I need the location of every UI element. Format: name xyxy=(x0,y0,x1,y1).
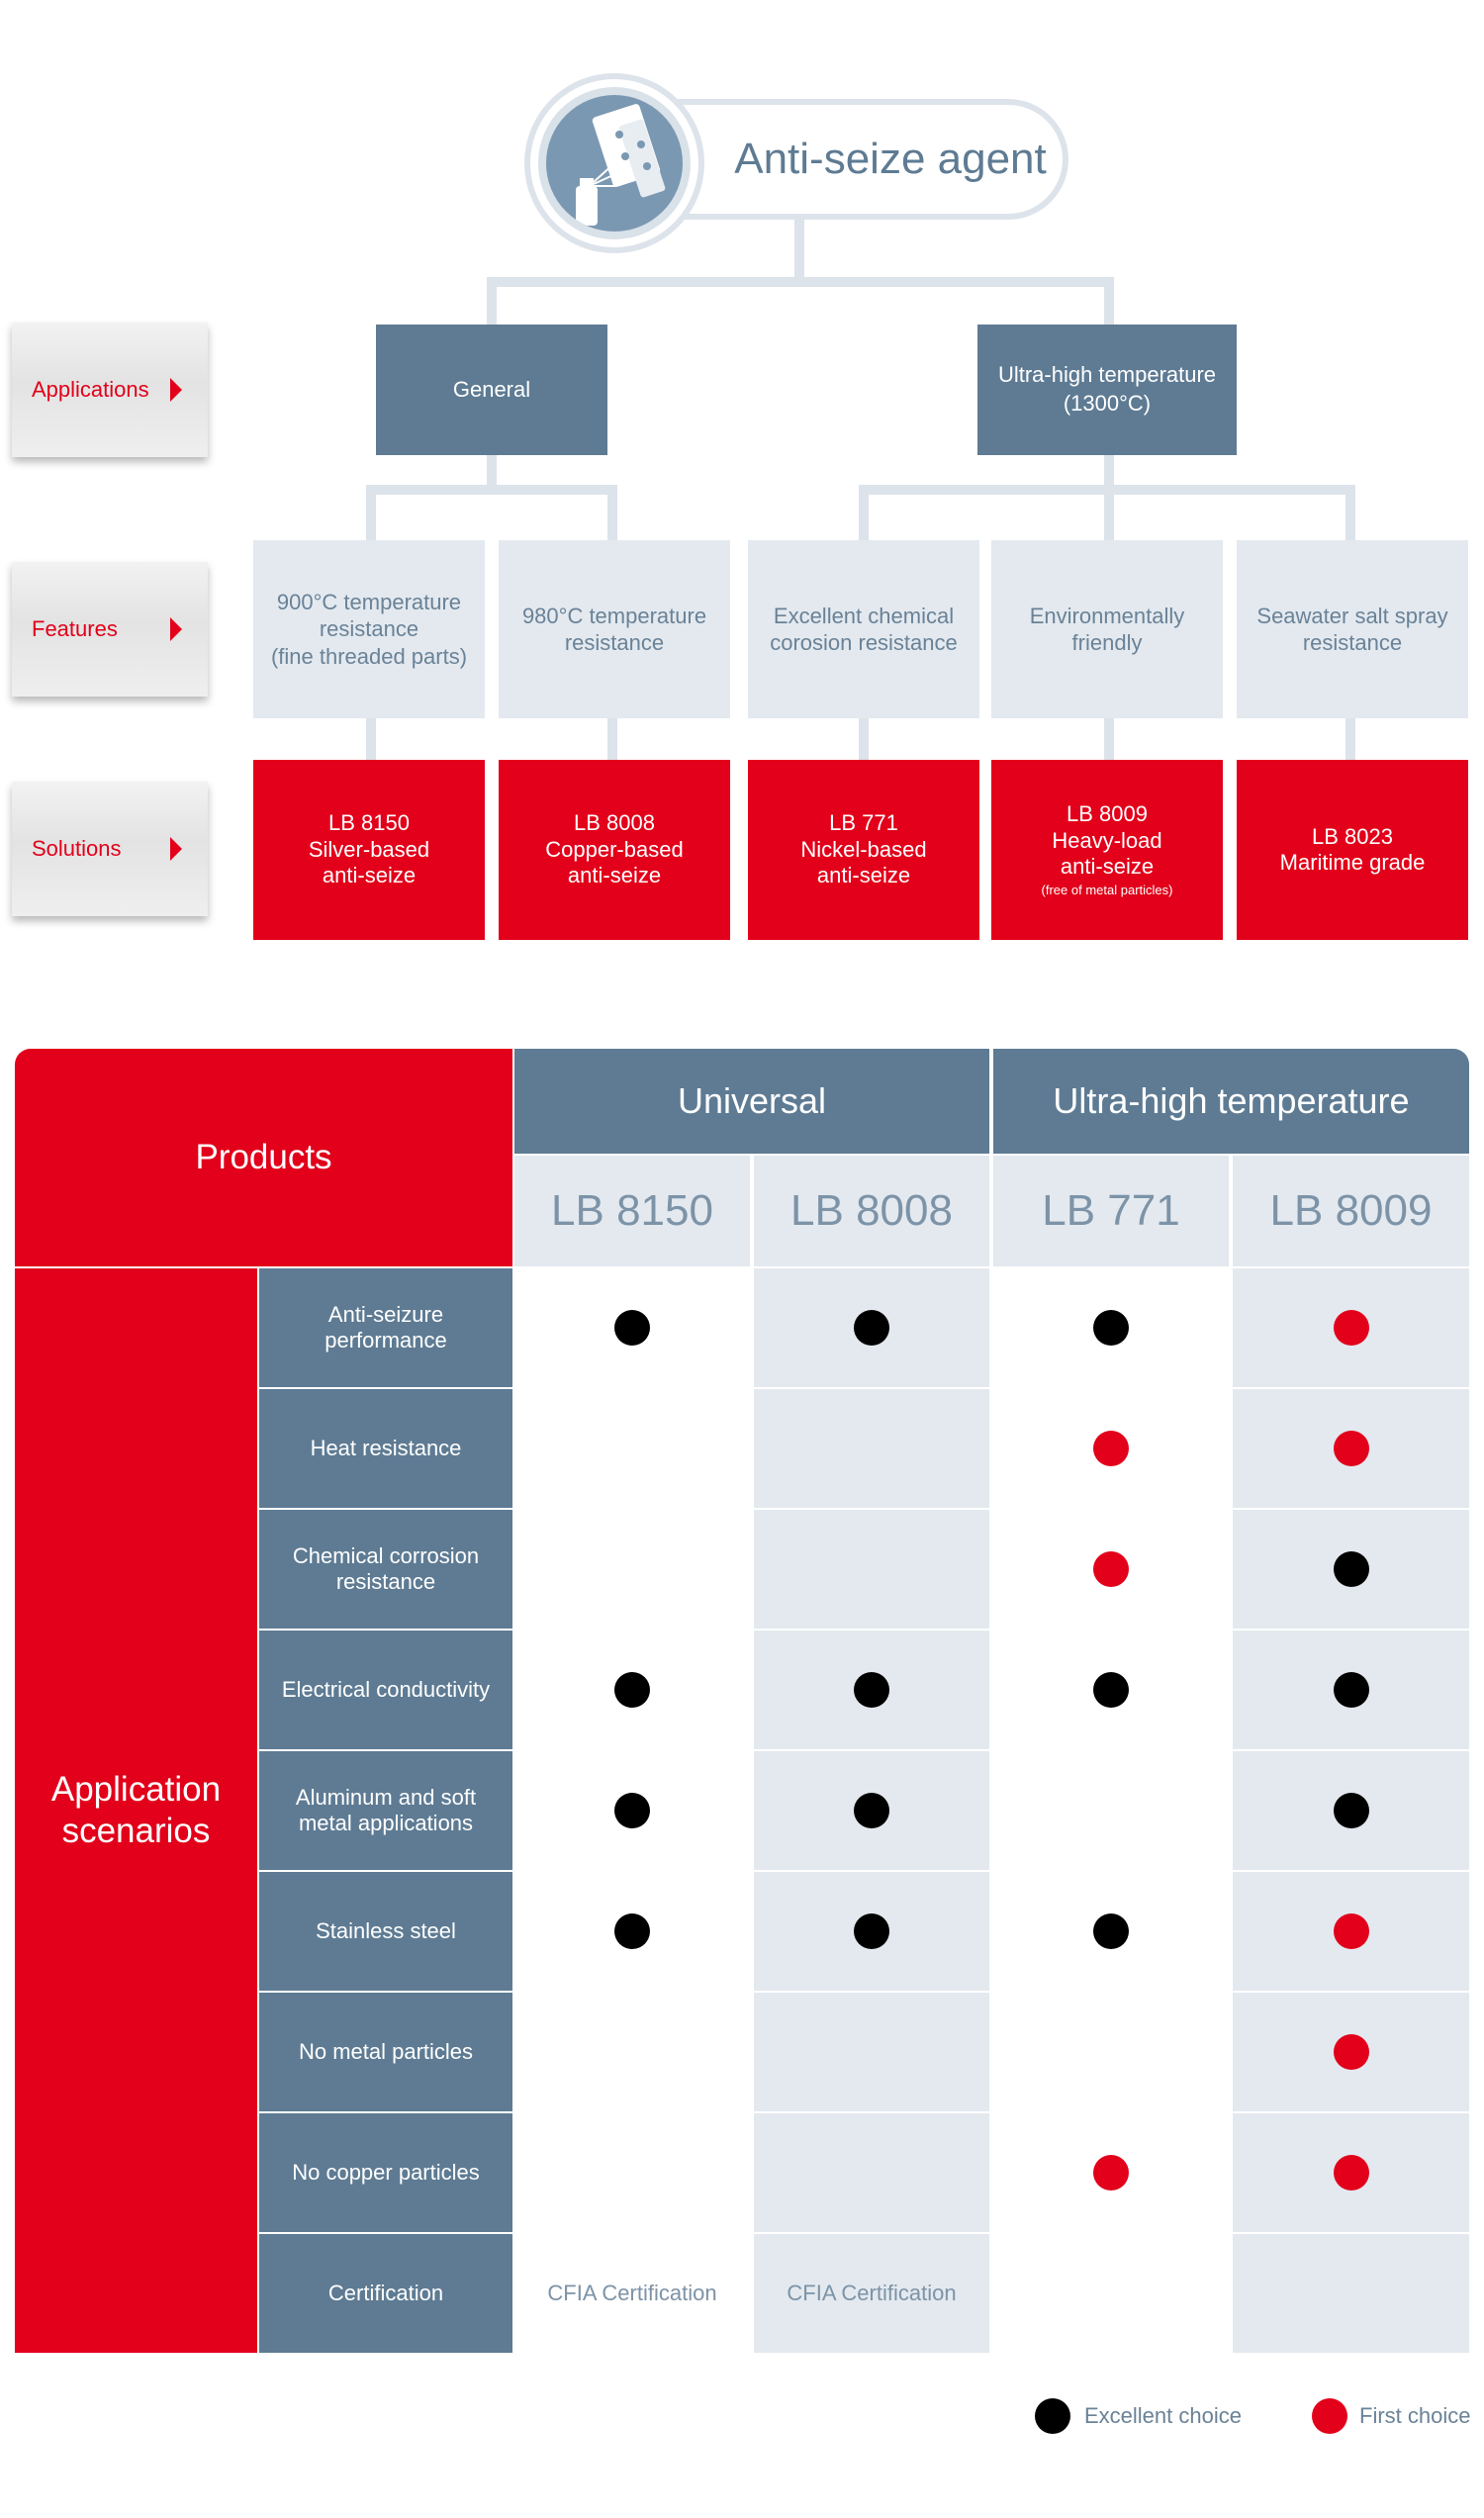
table-cell xyxy=(514,1993,750,2111)
table-cell xyxy=(1233,1751,1469,1870)
table-cell xyxy=(754,2234,989,2353)
excellent-choice-dot xyxy=(1093,1672,1129,1708)
connector xyxy=(607,718,617,760)
table-cell xyxy=(754,1268,989,1387)
solution-line: LB 771 xyxy=(829,810,898,836)
solution-line: Silver-based xyxy=(308,836,430,862)
excellent-choice-dot xyxy=(614,1793,650,1828)
excellent-choice-dot xyxy=(854,1913,889,1949)
first-choice-dot xyxy=(1334,1913,1369,1949)
connector xyxy=(859,485,869,540)
group-header-universal: Universal xyxy=(514,1049,989,1154)
first-choice-dot xyxy=(1334,1431,1369,1466)
table-cell xyxy=(1233,1389,1469,1508)
table-cell xyxy=(1233,1268,1469,1387)
products-header: Products xyxy=(15,1049,512,1266)
table-cell xyxy=(754,1631,989,1749)
table-cell xyxy=(514,1389,750,1508)
row-label: Electrical conductivity xyxy=(259,1631,512,1749)
table-cell xyxy=(514,1268,750,1387)
row-label: Aluminum and soft metal applications xyxy=(259,1751,512,1870)
solution-line: Heavy-load xyxy=(1052,827,1162,853)
excellent-choice-dot xyxy=(1093,1913,1129,1949)
product-header: LB 8008 xyxy=(754,1156,989,1266)
diagram-title: Anti-seize agent xyxy=(734,135,1047,183)
certification-text: CFIA Certification xyxy=(787,2281,957,2305)
connector xyxy=(487,277,497,326)
solution-box xyxy=(1237,760,1468,940)
excellent-choice-dot xyxy=(854,1672,889,1708)
table-cell xyxy=(754,1389,989,1508)
excellent-choice-dot xyxy=(614,1672,650,1708)
row-label: No metal particles xyxy=(259,1993,512,2111)
first-choice-dot xyxy=(1334,2034,1369,2070)
excellent-choice-dot xyxy=(854,1310,889,1346)
table-cell xyxy=(993,1872,1229,1991)
hinge-spray-icon xyxy=(546,95,683,232)
first-choice-dot xyxy=(1093,1431,1129,1466)
row-label: No copper particles xyxy=(259,2113,512,2232)
table-cell xyxy=(514,2113,750,2232)
side-label-text: Solutions xyxy=(32,836,122,861)
table-cell xyxy=(993,1631,1229,1749)
excellent-choice-dot xyxy=(1334,1793,1369,1828)
solution-line: anti-seize xyxy=(322,863,417,888)
table-cell xyxy=(1233,1872,1469,1991)
solution-line: anti-seize xyxy=(1060,853,1155,879)
table-cell xyxy=(754,1872,989,1991)
solution-line: Nickel-based xyxy=(800,836,927,862)
connector xyxy=(366,718,376,760)
table-cell xyxy=(993,1751,1229,1870)
solution-line: LB 8150 xyxy=(328,810,410,836)
arrow-right-icon xyxy=(170,837,182,861)
first-choice-dot xyxy=(1093,1551,1129,1587)
table-cell xyxy=(754,1510,989,1629)
product-header: LB 8009 xyxy=(1233,1156,1469,1266)
excellent-choice-dot xyxy=(614,1310,650,1346)
solution-box xyxy=(748,760,979,940)
solution-line: LB 8009 xyxy=(1067,801,1148,827)
table-cell xyxy=(1233,1993,1469,2111)
application-ultra-high-temp: Ultra-high temperature (1300°C) xyxy=(977,325,1237,455)
connector xyxy=(1104,485,1114,540)
excellent-choice-dot xyxy=(1334,1551,1369,1587)
feature-box: 900°C temperature resistance (fine threaded parts) xyxy=(253,540,485,718)
table-cell xyxy=(993,1510,1229,1629)
arrow-right-icon xyxy=(170,617,182,641)
table-cell xyxy=(514,1751,750,1870)
table-cell xyxy=(1233,2113,1469,2232)
connector xyxy=(487,277,1114,287)
table-cell xyxy=(993,2234,1229,2353)
feature-box: Seawater salt spray resistance xyxy=(1237,540,1468,718)
legend-swatch-red xyxy=(1312,2398,1347,2434)
solution-line: Maritime grade xyxy=(1279,850,1426,875)
solution-line: Copper-based xyxy=(545,836,684,862)
side-label-applications xyxy=(12,323,208,457)
excellent-choice-dot xyxy=(614,1913,650,1949)
table-cell xyxy=(514,1510,750,1629)
row-label: Chemical corrosion resistance xyxy=(259,1510,512,1629)
table-cell xyxy=(754,2113,989,2232)
solution-line: anti-seize xyxy=(567,863,662,888)
connector xyxy=(1104,277,1114,326)
table-cell xyxy=(1233,2234,1469,2353)
legend-label: Excellent choice xyxy=(1084,2403,1242,2428)
solution-box xyxy=(991,760,1223,940)
table-cell xyxy=(754,1751,989,1870)
first-choice-dot xyxy=(1093,2155,1129,2191)
group-header-ultra-high: Ultra-high temperature xyxy=(993,1049,1469,1154)
row-label: Heat resistance xyxy=(259,1389,512,1508)
side-label-text: Features xyxy=(32,616,118,641)
row-label: Stainless steel xyxy=(259,1872,512,1991)
certification-text: CFIA Certification xyxy=(547,2281,717,2305)
legend-swatch-black xyxy=(1035,2398,1070,2434)
connector xyxy=(607,485,617,540)
connector xyxy=(794,220,804,283)
solution-line: LB 8008 xyxy=(574,810,655,836)
connector xyxy=(859,718,869,760)
table-cell xyxy=(993,1268,1229,1387)
row-label: Anti-seizure performance xyxy=(259,1268,512,1387)
solution-box xyxy=(499,760,730,940)
table-cell xyxy=(754,1993,989,2111)
table-cell xyxy=(1233,1510,1469,1629)
feature-box: Excellent chemical corosion resistance xyxy=(748,540,979,718)
product-header: LB 771 xyxy=(993,1156,1229,1266)
connector xyxy=(1104,455,1114,489)
excellent-choice-dot xyxy=(854,1793,889,1828)
product-header: LB 8150 xyxy=(514,1156,750,1266)
first-choice-dot xyxy=(1334,1310,1369,1346)
solution-note: (free of metal particles) xyxy=(1041,883,1173,898)
table-cell xyxy=(993,2113,1229,2232)
connector xyxy=(487,455,497,489)
solution-line: LB 8023 xyxy=(1312,823,1393,849)
table-cell xyxy=(993,1389,1229,1508)
connector xyxy=(1104,718,1114,760)
excellent-choice-dot xyxy=(1334,1672,1369,1708)
connector xyxy=(366,485,617,495)
table-cell xyxy=(514,1631,750,1749)
table-cell xyxy=(514,2234,750,2353)
solution-box xyxy=(253,760,485,940)
side-label-solutions xyxy=(12,782,208,916)
row-label: Certification xyxy=(259,2234,512,2353)
connector xyxy=(1345,485,1355,540)
application-general: General xyxy=(376,325,607,455)
excellent-choice-dot xyxy=(1093,1310,1129,1346)
side-label-features xyxy=(12,562,208,697)
connector xyxy=(1345,718,1355,760)
side-label-text: Applications xyxy=(32,377,149,402)
feature-box: Environmentally friendly xyxy=(991,540,1223,718)
feature-box: 980°C temperature resistance xyxy=(499,540,730,718)
arrow-right-icon xyxy=(170,378,182,402)
table-cell xyxy=(514,1872,750,1991)
legend-label: First choice xyxy=(1359,2403,1471,2428)
table-cell xyxy=(1233,1631,1469,1749)
solution-line: anti-seize xyxy=(816,863,911,888)
first-choice-dot xyxy=(1334,2155,1369,2191)
connector xyxy=(366,485,376,540)
table-cell xyxy=(993,1993,1229,2111)
scenarios-header: Application scenarios xyxy=(15,1268,257,2353)
